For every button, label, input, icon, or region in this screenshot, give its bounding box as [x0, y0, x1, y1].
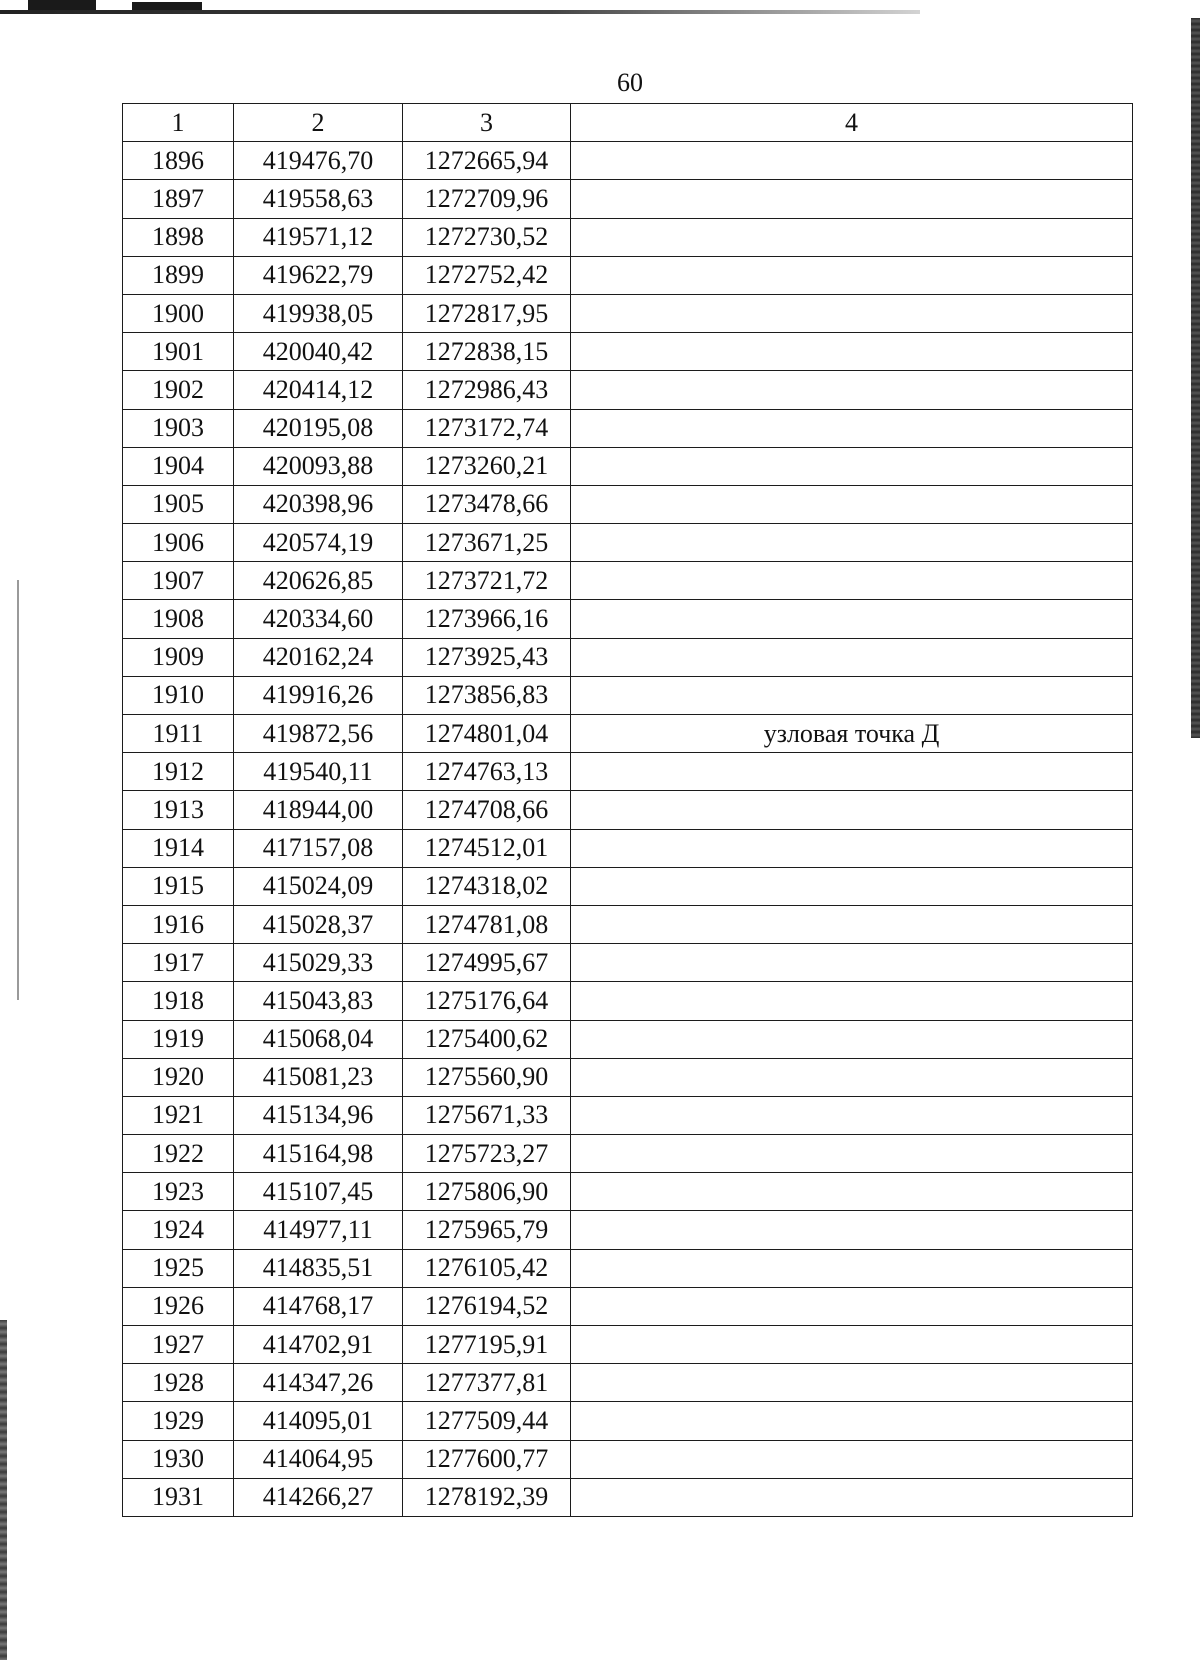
- note-cell: [571, 905, 1133, 943]
- point-number-cell: 1908: [123, 600, 234, 638]
- y-coordinate-cell: 1273925,43: [403, 638, 571, 676]
- note-cell: [571, 1478, 1133, 1516]
- y-coordinate-cell: 1276194,52: [403, 1287, 571, 1325]
- x-coordinate-cell: 415107,45: [234, 1173, 403, 1211]
- table-row: [123, 982, 1133, 1020]
- note-cell: [571, 1287, 1133, 1325]
- point-number-cell: 1905: [123, 485, 234, 523]
- scan-artifact-top-line: [0, 10, 920, 14]
- table-row: [123, 180, 1133, 218]
- table-row: [123, 600, 1133, 638]
- point-number-cell: 1920: [123, 1058, 234, 1096]
- y-coordinate-cell: 1273966,16: [403, 600, 571, 638]
- x-coordinate-cell: 420414,12: [234, 371, 403, 409]
- column-header-1: 1: [123, 104, 234, 142]
- y-coordinate-cell: 1273856,83: [403, 676, 571, 714]
- x-coordinate-cell: 414768,17: [234, 1287, 403, 1325]
- y-coordinate-cell: 1273172,74: [403, 409, 571, 447]
- table-row: [123, 867, 1133, 905]
- note-cell: [571, 1173, 1133, 1211]
- scan-artifact-left-edge: [0, 1320, 7, 1660]
- note-cell: [571, 142, 1133, 180]
- point-number-cell: 1928: [123, 1364, 234, 1402]
- y-coordinate-cell: 1272817,95: [403, 294, 571, 332]
- x-coordinate-cell: 415164,98: [234, 1135, 403, 1173]
- point-number-cell: 1899: [123, 256, 234, 294]
- y-coordinate-cell: 1272838,15: [403, 333, 571, 371]
- x-coordinate-cell: 420040,42: [234, 333, 403, 371]
- table-row: [123, 256, 1133, 294]
- point-number-cell: 1902: [123, 371, 234, 409]
- y-coordinate-cell: 1274781,08: [403, 905, 571, 943]
- table-row: [123, 944, 1133, 982]
- y-coordinate-cell: 1274995,67: [403, 944, 571, 982]
- y-coordinate-cell: 1274763,13: [403, 753, 571, 791]
- point-number-cell: 1931: [123, 1478, 234, 1516]
- point-number-cell: 1912: [123, 753, 234, 791]
- note-cell: [571, 600, 1133, 638]
- point-number-cell: 1911: [123, 715, 234, 753]
- note-cell: [571, 638, 1133, 676]
- x-coordinate-cell: 419540,11: [234, 753, 403, 791]
- note-cell: [571, 1058, 1133, 1096]
- y-coordinate-cell: 1275965,79: [403, 1211, 571, 1249]
- x-coordinate-cell: 414835,51: [234, 1249, 403, 1287]
- note-cell: [571, 867, 1133, 905]
- y-coordinate-cell: 1277195,91: [403, 1326, 571, 1364]
- table-row: [123, 638, 1133, 676]
- y-coordinate-cell: 1273260,21: [403, 447, 571, 485]
- y-coordinate-cell: 1272665,94: [403, 142, 571, 180]
- table-header-row: [123, 104, 1133, 142]
- column-header-3: 3: [403, 104, 571, 142]
- x-coordinate-cell: 414702,91: [234, 1326, 403, 1364]
- point-number-cell: 1915: [123, 867, 234, 905]
- y-coordinate-cell: 1272730,52: [403, 218, 571, 256]
- x-coordinate-cell: 415029,33: [234, 944, 403, 982]
- note-cell: [571, 791, 1133, 829]
- point-number-cell: 1922: [123, 1135, 234, 1173]
- x-coordinate-cell: 415081,23: [234, 1058, 403, 1096]
- x-coordinate-cell: 420626,85: [234, 562, 403, 600]
- note-cell: [571, 447, 1133, 485]
- y-coordinate-cell: 1274318,02: [403, 867, 571, 905]
- x-coordinate-cell: 419872,56: [234, 715, 403, 753]
- note-cell: [571, 180, 1133, 218]
- point-number-cell: 1923: [123, 1173, 234, 1211]
- note-cell: [571, 294, 1133, 332]
- y-coordinate-cell: 1273478,66: [403, 485, 571, 523]
- note-cell: [571, 256, 1133, 294]
- y-coordinate-cell: 1275400,62: [403, 1020, 571, 1058]
- table-row: [123, 371, 1133, 409]
- x-coordinate-cell: 417157,08: [234, 829, 403, 867]
- note-cell: [571, 1326, 1133, 1364]
- note-cell: [571, 1020, 1133, 1058]
- table-row: [123, 1135, 1133, 1173]
- table-row: [123, 829, 1133, 867]
- note-cell: [571, 409, 1133, 447]
- table-row: [123, 1211, 1133, 1249]
- table-row: [123, 715, 1133, 753]
- point-number-cell: 1904: [123, 447, 234, 485]
- x-coordinate-cell: 415028,37: [234, 905, 403, 943]
- y-coordinate-cell: 1275723,27: [403, 1135, 571, 1173]
- scan-artifact-left-line: [17, 580, 19, 1000]
- point-number-cell: 1918: [123, 982, 234, 1020]
- y-coordinate-cell: 1274512,01: [403, 829, 571, 867]
- x-coordinate-cell: 420162,24: [234, 638, 403, 676]
- point-number-cell: 1929: [123, 1402, 234, 1440]
- y-coordinate-cell: 1274708,66: [403, 791, 571, 829]
- table-row: [123, 1173, 1133, 1211]
- table-row: [123, 1249, 1133, 1287]
- point-number-cell: 1903: [123, 409, 234, 447]
- y-coordinate-cell: 1272709,96: [403, 180, 571, 218]
- table-row: [123, 333, 1133, 371]
- point-number-cell: 1919: [123, 1020, 234, 1058]
- point-number-cell: 1927: [123, 1326, 234, 1364]
- y-coordinate-cell: 1277377,81: [403, 1364, 571, 1402]
- column-header-2: 2: [234, 104, 403, 142]
- table-row: [123, 676, 1133, 714]
- x-coordinate-cell: 414266,27: [234, 1478, 403, 1516]
- note-cell: [571, 944, 1133, 982]
- y-coordinate-cell: 1272986,43: [403, 371, 571, 409]
- point-number-cell: 1926: [123, 1287, 234, 1325]
- table-row: [123, 791, 1133, 829]
- y-coordinate-cell: 1275176,64: [403, 982, 571, 1020]
- table-body: [123, 142, 1133, 1517]
- note-cell: [571, 218, 1133, 256]
- note-cell: [571, 1096, 1133, 1134]
- table-row: [123, 409, 1133, 447]
- page-number: 60: [617, 68, 643, 97]
- note-cell: [571, 1440, 1133, 1478]
- x-coordinate-cell: 419622,79: [234, 256, 403, 294]
- note-cell: [571, 676, 1133, 714]
- column-header-4: 4: [571, 104, 1133, 142]
- x-coordinate-cell: 415043,83: [234, 982, 403, 1020]
- y-coordinate-cell: 1275806,90: [403, 1173, 571, 1211]
- x-coordinate-cell: 419938,05: [234, 294, 403, 332]
- y-coordinate-cell: 1275671,33: [403, 1096, 571, 1134]
- table-row: [123, 1402, 1133, 1440]
- y-coordinate-cell: 1275560,90: [403, 1058, 571, 1096]
- x-coordinate-cell: 420334,60: [234, 600, 403, 638]
- x-coordinate-cell: 419916,26: [234, 676, 403, 714]
- y-coordinate-cell: 1274801,04: [403, 715, 571, 753]
- table-row: [123, 1020, 1133, 1058]
- point-number-cell: 1930: [123, 1440, 234, 1478]
- table-row: [123, 1364, 1133, 1402]
- point-number-cell: 1925: [123, 1249, 234, 1287]
- x-coordinate-cell: 420398,96: [234, 485, 403, 523]
- y-coordinate-cell: 1276105,42: [403, 1249, 571, 1287]
- table-row: [123, 447, 1133, 485]
- x-coordinate-cell: 414347,26: [234, 1364, 403, 1402]
- note-cell: [571, 524, 1133, 562]
- note-cell: [571, 1211, 1133, 1249]
- x-coordinate-cell: 414064,95: [234, 1440, 403, 1478]
- note-cell: [571, 1402, 1133, 1440]
- x-coordinate-cell: 419558,63: [234, 180, 403, 218]
- table-row: [123, 524, 1133, 562]
- y-coordinate-cell: 1277600,77: [403, 1440, 571, 1478]
- x-coordinate-cell: 414095,01: [234, 1402, 403, 1440]
- point-number-cell: 1924: [123, 1211, 234, 1249]
- point-number-cell: 1897: [123, 180, 234, 218]
- point-number-cell: 1917: [123, 944, 234, 982]
- table-row: [123, 1096, 1133, 1134]
- point-number-cell: 1910: [123, 676, 234, 714]
- note-cell: [571, 371, 1133, 409]
- note-cell: [571, 1249, 1133, 1287]
- point-number-cell: 1900: [123, 294, 234, 332]
- table-row: [123, 1287, 1133, 1325]
- x-coordinate-cell: 419571,12: [234, 218, 403, 256]
- table-row: [123, 905, 1133, 943]
- point-number-cell: 1921: [123, 1096, 234, 1134]
- x-coordinate-cell: 420093,88: [234, 447, 403, 485]
- note-cell: [571, 829, 1133, 867]
- table-row: [123, 1058, 1133, 1096]
- x-coordinate-cell: 414977,11: [234, 1211, 403, 1249]
- point-number-cell: 1909: [123, 638, 234, 676]
- note-cell: [571, 562, 1133, 600]
- note-cell: [571, 333, 1133, 371]
- note-cell: [571, 1135, 1133, 1173]
- y-coordinate-cell: 1273721,72: [403, 562, 571, 600]
- point-number-cell: 1914: [123, 829, 234, 867]
- table-row: [123, 753, 1133, 791]
- table-row: [123, 142, 1133, 180]
- note-cell: [571, 982, 1133, 1020]
- x-coordinate-cell: 415024,09: [234, 867, 403, 905]
- note-cell: узловая точка Д: [571, 715, 1133, 753]
- point-number-cell: 1907: [123, 562, 234, 600]
- point-number-cell: 1901: [123, 333, 234, 371]
- table-row: [123, 562, 1133, 600]
- point-number-cell: 1906: [123, 524, 234, 562]
- x-coordinate-cell: 419476,70: [234, 142, 403, 180]
- scan-artifact-right-edge: [1191, 18, 1200, 738]
- note-cell: [571, 485, 1133, 523]
- table-row: [123, 218, 1133, 256]
- note-cell: [571, 1364, 1133, 1402]
- table-row: [123, 485, 1133, 523]
- point-number-cell: 1898: [123, 218, 234, 256]
- table-row: [123, 1440, 1133, 1478]
- point-number-cell: 1913: [123, 791, 234, 829]
- point-number-cell: 1916: [123, 905, 234, 943]
- y-coordinate-cell: 1278192,39: [403, 1478, 571, 1516]
- table-row: [123, 1478, 1133, 1516]
- x-coordinate-cell: 420195,08: [234, 409, 403, 447]
- note-cell: [571, 753, 1133, 791]
- x-coordinate-cell: 415068,04: [234, 1020, 403, 1058]
- x-coordinate-cell: 418944,00: [234, 791, 403, 829]
- point-number-cell: 1896: [123, 142, 234, 180]
- x-coordinate-cell: 415134,96: [234, 1096, 403, 1134]
- x-coordinate-cell: 420574,19: [234, 524, 403, 562]
- coordinates-table: [122, 103, 1133, 1517]
- y-coordinate-cell: 1273671,25: [403, 524, 571, 562]
- y-coordinate-cell: 1277509,44: [403, 1402, 571, 1440]
- table-row: [123, 1326, 1133, 1364]
- y-coordinate-cell: 1272752,42: [403, 256, 571, 294]
- scan-artifact-top-left-2: [132, 2, 202, 10]
- table-row: [123, 294, 1133, 332]
